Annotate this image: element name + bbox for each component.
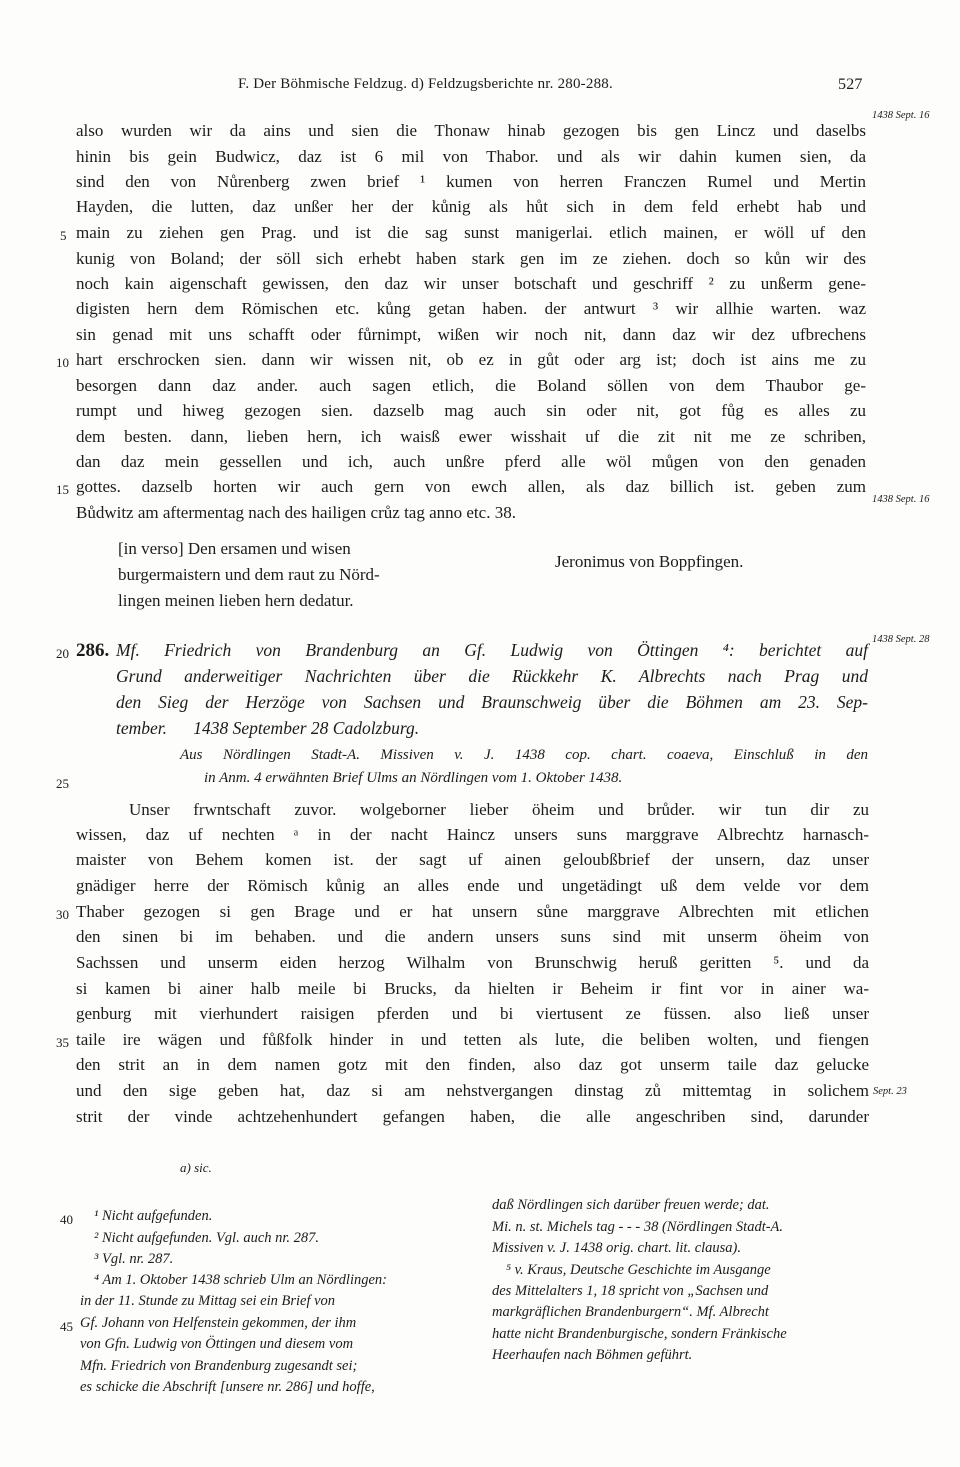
line-number: 10 [56, 355, 69, 370]
margin-date: 1438 Sept. 28 [872, 634, 930, 645]
margin-date: 1438 Sept. 16 [872, 110, 930, 121]
line-number: 5 [60, 228, 67, 243]
text-line: den strit an in dem namen gotz mit den finden, also daz got unserm taile daz gelucke [76, 1055, 869, 1074]
regest-line: Mf. Friedrich von Brandenburg an Gf. Ludwig von Öttingen ⁴: berichtet auf [116, 640, 868, 660]
address-line: lingen meinen lieben hern dedatur. [118, 591, 354, 610]
text-line: also wurden wir da ains und sien die Thonaw hinab gezogen bis gen Lincz und daselbs [76, 121, 866, 140]
footnote-line: Gf. Johann von Helfenstein gekommen, der ihm [80, 1315, 357, 1331]
address-line: burgermaistern und dem raut zu Nörd- [118, 565, 380, 584]
text-line: dem besten. dann, lieben hern, ich waisß ewer wisshait uf die zit nit me ze schriben, [76, 427, 866, 446]
text-line: rumpt und hiweg gezogen sien. dazselb mag auch sin oder nit, got fůg es alles zu [76, 401, 866, 420]
footnote-line: von Gfn. Ludwig von Öttingen und diesem vom [80, 1336, 354, 1352]
text-line: Hayden, die lutten, daz unßer her der kůnig als hůt sich in dem feld erhebt hab und [76, 197, 866, 216]
footnote-line: Missiven v. J. 1438 orig. chart. lit. clausa). [492, 1240, 742, 1256]
text-line: besorgen dann daz ander. auch sagen etlich, die Boland söllen von dem Thaubor ge- [76, 376, 866, 395]
line-number: 40 [60, 1212, 73, 1227]
footnote-line: ¹ Nicht aufgefunden. [94, 1208, 213, 1224]
footnote-line: ⁵ v. Kraus, Deutsche Geschichte im Ausgange [506, 1262, 771, 1278]
signature: Jeronimus von Boppfingen. [555, 552, 744, 571]
text-line: digisten hern dem Römischen etc. kůng getan haben. der antwurt ³ wir allhie warten. waz [76, 299, 866, 318]
regest-line: den Sieg der Herzöge von Sachsen und Braunschweig über die Böhmen am 23. Sep- [116, 692, 868, 712]
text-line: Bůdwitz am aftermentag nach des hailigen crůz tag anno etc. 38. [76, 503, 516, 522]
text-line: wissen, daz uf nechten ᵃ in der nacht Haincz unsers suns marggrave Albrechtz harnasch- [76, 825, 869, 844]
footnote-line: Mi. n. st. Michels tag - - - 38 (Nördlingen Stadt-A. [492, 1219, 784, 1235]
line-number: 45 [60, 1319, 73, 1334]
line-number: 30 [56, 907, 69, 922]
source-line: Aus Nördlingen Stadt-A. Missiven v. J. 1438 cop. chart. coaeva, Einschluß in den [180, 747, 868, 763]
text-line: gottes. dazselb horten wir auch gern von ewch allen, als daz billich ist. geben zum [76, 477, 866, 496]
text-line: Unser frwntschaft zuvor. wolgeborner lieber öheim und brůder. wir tun dir zu [129, 800, 869, 819]
text-line: sin genad mit uns schafft oder fůrnimpt, wißen wir noch nit, dann daz wir dez ufbrechens [76, 325, 866, 344]
text-line: main zu ziehen gen Prag. und ist die sag sunst manigerlai. etlich mainen, er wöll uf den [76, 223, 866, 242]
text-line: genburg mit vierhundert raisigen pferden und bi viertusent ze füssen. also ließ unser [76, 1004, 869, 1023]
text-line: kunig von Boland; der söll sich erhebt haben stark gen im ze ziehen. doch so kůn wir des [76, 249, 866, 268]
text-line: si kamen bi ainer halb meile bi Brucks, da hielten ir Beheim ir fint vor in ainer wa- [76, 979, 869, 998]
text-line: den sinen bi im behaben. und die andern unsers suns sind mit unserm öheim von [76, 927, 869, 946]
footnote-line: Mfn. Friedrich von Brandenburg zugesandt sei; [80, 1358, 358, 1374]
footnote-line: daß Nördlingen sich darüber freuen werde; dat. [492, 1197, 770, 1213]
text-line: hart erschrocken sien. dann wir wissen nit, ob ez in gůt oder arg ist; doch ist ains me zu [76, 350, 866, 369]
footnote-line: in der 11. Stunde zu Mittag sei ein Brief von [80, 1293, 336, 1309]
running-title: F. Der Böhmische Feldzug. d) Feldzugsberichte nr. 280-288. [238, 76, 613, 92]
text-line: Thaber gezogen si gen Brage und er hat unsern sůne marggrave Albrechten mit etlichen [76, 902, 869, 921]
line-number: 25 [56, 776, 69, 791]
footnote-line: ² Nicht aufgefunden. Vgl. auch nr. 287. [94, 1230, 320, 1246]
footnote-line: ³ Vgl. nr. 287. [94, 1251, 174, 1267]
margin-date: Sept. 23 [873, 1086, 907, 1097]
line-number: 20 [56, 646, 69, 661]
text-line: Sachssen und unserm eiden herzog Wilhalm von Brunschwig heruß geritten ⁵. und da [76, 953, 869, 972]
regest-line: tember. 1438 September 28 Cadolzburg. [116, 718, 420, 738]
footnote-line: ⁴ Am 1. Oktober 1438 schrieb Ulm an Nördlingen: [94, 1272, 388, 1288]
text-line: gnädiger herre der Römisch kůnig an alles ende und ungetädingt uß dem velde vor dem [76, 876, 869, 895]
footnote-line: es schicke die Abschrift [unsere nr. 286] und hoffe, [80, 1379, 375, 1395]
text-line: maister von Behem komen ist. der sagt uf ainen geloubßbrief der unsern, daz unser [76, 850, 869, 869]
text-line: dan daz mein gessellen und ich, auch unßre pferd alle wöl můgen von den genaden [76, 452, 866, 471]
footnote-line: Heerhaufen nach Böhmen geführt. [492, 1347, 693, 1363]
footnote-line: hatte nicht Brandenburgische, sondern Fränkische [492, 1326, 787, 1342]
footnote-line: markgräflichen Brandenburgern“. Mf. Albrecht [492, 1304, 769, 1320]
source-line: in Anm. 4 erwähnten Brief Ulms an Nördlingen vom 1. Oktober 1438. [204, 770, 623, 786]
margin-date: 1438 Sept. 16 [872, 494, 930, 505]
line-number: 35 [56, 1035, 69, 1050]
address-block [118, 536, 380, 614]
text-line: hinin bis gein Budwicz, daz ist 6 mil von Thabor. und als wir dahin kumen sien, da [76, 147, 866, 166]
text-line: strit der vinde achtzehenhundert gefangen haben, die alle angeschriben sind, darunder [76, 1107, 869, 1126]
document-number: 286. [76, 640, 110, 661]
text-line: taile ire wägen und fůßfolk hinder in und tetten als lute, die beliben wolten, und fiengen [76, 1030, 869, 1049]
line-number: 15 [56, 482, 69, 497]
page-number: 527 [838, 76, 863, 93]
regest-line: Grund anderweitiger Nachrichten über die Rückkehr K. Albrechts nach Prag und [116, 666, 868, 686]
text-line: und den sige geben hat, daz si am nehstvergangen dinstag zů mittemtag in solichem [76, 1081, 869, 1100]
textual-note: a) sic. [180, 1160, 212, 1175]
address-line: [in verso] Den ersamen und wisen [118, 539, 351, 558]
footnote-line: des Mittelalters 1, 18 spricht von „Sachsen und [492, 1283, 769, 1299]
text-line: noch kain aigenschaft gewissen, den daz wir unser botschaft und geschriff ² zu unßerm gene- [76, 274, 866, 293]
text-line: sind den von Nůrenberg zwen brief ¹ kumen von herren Franczen Rumel und Mertin [76, 172, 866, 191]
